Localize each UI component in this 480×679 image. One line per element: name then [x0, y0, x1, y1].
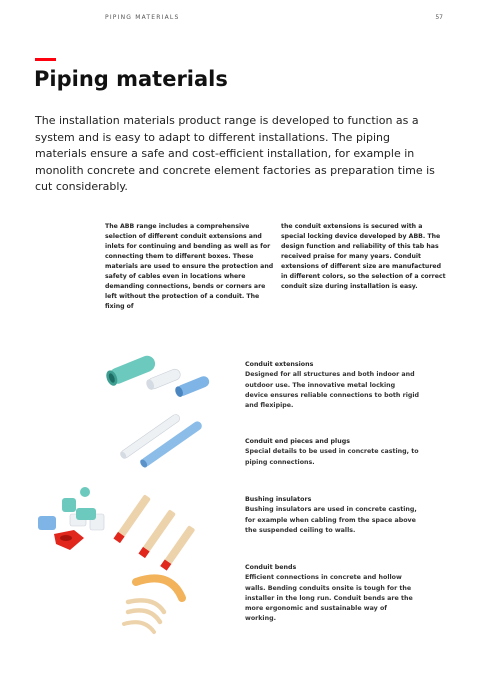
intro-paragraph: The installation materials product range is developed to function as a system and is easy to adapt to different installations. The piping materials ensure a safe and cost-efficient installation, for example in monolith concrete and concrete element factories as preparation time is cut considerably.: [35, 114, 435, 194]
product-description: Special details to be used in concrete casting, to piping connections.: [245, 448, 419, 466]
page-title: Piping materials: [34, 67, 228, 91]
end-pieces-illustration: [110, 413, 220, 463]
body-column-2: the conduit extensions is secured with a special locking device developed by ABB. The design function and reliability of this tab has received praise for many years. Conduit extensions of different size are manufactured in different colors, so the selection of a correct conduit size during installation is easy.: [281, 223, 446, 290]
page-number: 57: [435, 14, 443, 21]
product-description: Bushing insulators are used in concrete casting, for example when cabling from the space above the suspended ceiling to walls.: [245, 506, 417, 534]
product-heading: Conduit end pieces and plugs: [245, 438, 350, 445]
conduit-extensions-illustration: [100, 345, 220, 395]
product-heading: Bushing insulators: [245, 496, 312, 503]
conduit-bends-illustration: [118, 568, 198, 638]
bushing-insulators-illustration: [30, 478, 220, 568]
body-column-1: The ABB range includes a comprehensive selection of different conduit extensions and inlets for continuing and bending as well as for connecting them to different boxes. These materials are used to ensure the protection and safety of cables even in locations where demanding connections, bends or corners are left without the protection of a conduit. The fixing of: [105, 223, 274, 310]
product-description: Efficient connections in concrete and hollow walls. Bending conduits onsite is tough for the installer in the long run. Conduit bends are the more ergonomic and sustainable way of working.: [245, 574, 413, 623]
product-bushing-insulators: [245, 495, 420, 536]
product-conduit-extensions: [245, 360, 420, 411]
product-heading: Conduit extensions: [245, 361, 314, 368]
product-end-pieces: [245, 437, 420, 468]
running-header-section: PIPING MATERIALS: [105, 14, 180, 21]
product-description: Designed for all structures and both indoor and outdoor use. The innovative metal locking device ensures reliable connections to both rigid and flexipipe.: [245, 371, 420, 410]
product-conduit-bends: [245, 563, 420, 625]
product-heading: Conduit bends: [245, 564, 297, 571]
accent-bar: [35, 58, 56, 61]
